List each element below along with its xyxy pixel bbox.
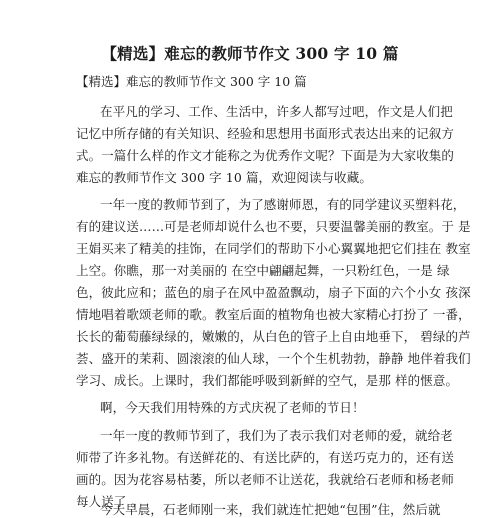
paragraph-line: 学习、成长。上课时，我们都能呼吸到新鲜的空气，是那 样的惬意。	[76, 373, 459, 388]
paragraph-line: 一年一度的教师节到了，我们为了表示我们对老师的爱，就给老	[100, 428, 453, 443]
paragraph-line: 今天早晨，石老师刚一来，我们就连忙把她“包围”住，然后就	[100, 502, 441, 517]
paragraph-line: 记忆中所存储的有关知识、经验和思想用书面形式表达出来的记叙方	[76, 126, 455, 141]
paragraph-line: 一年一度的教师节到了，为了感谢师恩，有的同学建议买塑料花，	[100, 197, 466, 212]
paragraph-line: 有的建议送……可是老师却说什么也不要，只要温馨美丽的教室。于 是	[76, 219, 471, 234]
paragraph-line: 王娟买来了精美的挂饰，在同学们的帮助下小心翼翼地把它们挂在 教室	[76, 241, 471, 256]
paragraph-line: 式。一篇什么样的作文才能称之为优秀作文呢？下面是为大家收集的	[76, 148, 455, 163]
paragraph-line: 每人送了 。	[76, 494, 144, 509]
paragraph-line: 啊，今天我们用特殊的方式庆祝了老师的节日！	[100, 400, 365, 415]
paragraph-line: 难忘的教师节作文 300 字 10 篇，欢迎阅读与收藏。	[76, 170, 372, 185]
paragraph-line: 师带了许多礼物。有送鲜花的、有送比萨的，有送巧克力的，还有送	[76, 450, 455, 465]
paragraph-line: 长长的葡萄藤绿绿的，嫩嫩的，从白色的管子上自由地垂下， 碧绿的芦	[76, 329, 471, 344]
paragraph-line: 画的。因为花容易枯萎，所以老师不让送花，我就给石老师和杨老师	[76, 472, 455, 487]
document-subtitle: 【精选】难忘的教师节作文 300 字 10 篇	[76, 74, 307, 89]
paragraph-line: 在平凡的学习、工作、生活中，许多人都写过吧，作文是人们把	[100, 104, 453, 119]
paragraph-line: 色，彼此应和；蓝色的扇子在风中盈盈飘动，扇子下面的六个小女 孩深	[76, 285, 471, 300]
document-title: 【精选】难忘的教师节作文 300 字 10 篇	[101, 44, 399, 63]
paragraph-line: 情地唱着歌颂老师的歌。教室后面的植物角也被大家精心打扮了 一番，	[76, 307, 471, 322]
paragraph-line: 上空。你瞧，那一对美丽的 在空中翩翩起舞，一只粉红色，一是 绿	[76, 263, 450, 278]
paragraph-line: 荟、盛开的茉莉、圆滚滚的仙人球，一个个生机勃勃，静静 地伴着我们	[76, 351, 471, 366]
